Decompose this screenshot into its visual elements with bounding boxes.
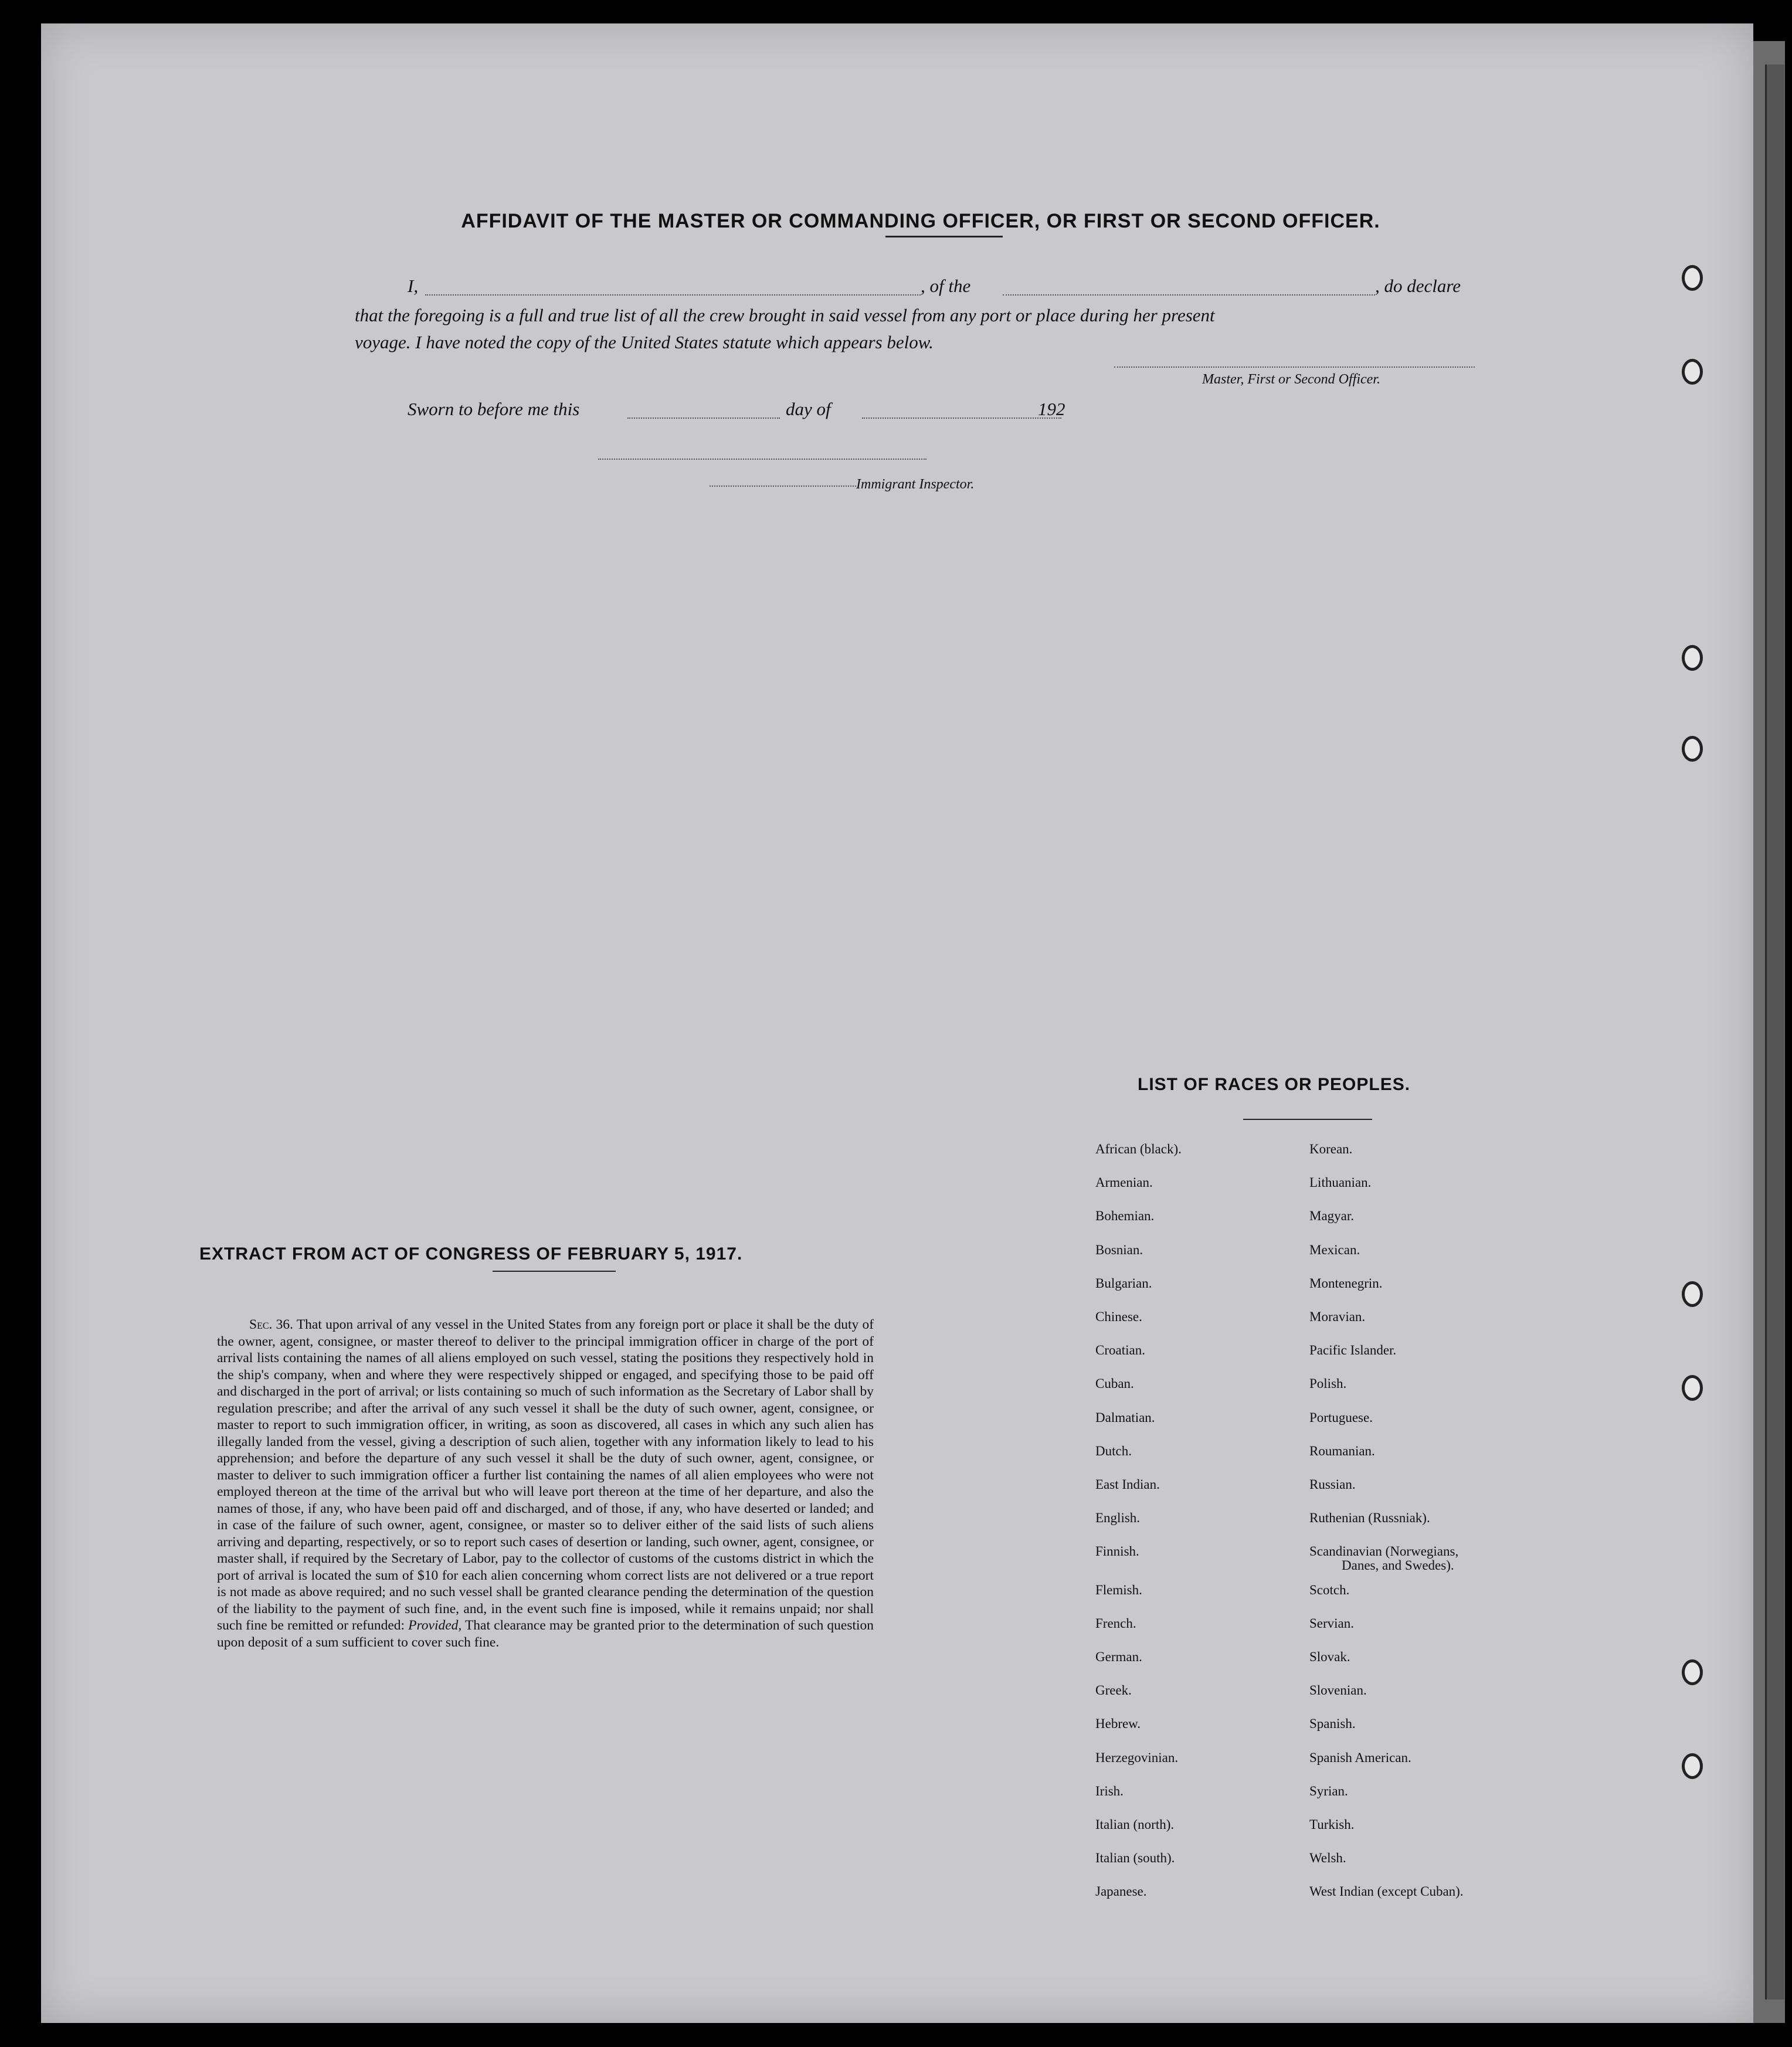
race-item: Spanish. bbox=[1309, 1716, 1356, 1732]
extract-text bbox=[217, 1316, 874, 1651]
race-item: West Indian (except Cuban). bbox=[1309, 1884, 1464, 1899]
race-item: Chinese. bbox=[1095, 1309, 1142, 1324]
race-item: Finnish. bbox=[1095, 1544, 1139, 1559]
section-text-a: That upon arrival of any vessel in the United States from any foreign port or place it shall be the duty of the owner, agent, consignee, or master thereof to deliver to the principal immigration officer in charge of the port of arrival lists containing the names of all aliens employed on such vessel, stating the positions they respectively hold in the ship's company, when and where they were respectively shipped or engaged, and specifying those to be paid off and discharged in the port of arrival; or lists containing so much of such information as the Secretary of Labor shall by regulation prescribe; and after the arrival of any such vessel it shall be the duty of such owner, agent, consignee, or master to report to such immigration officer, in writing, as soon as discovered, all cases in which any such alien has illegally landed from the vessel, giving a description of such alien, together with any information likely to lead to his apprehension; and before the departure of any such vessel it shall be the duty of such owner, agent, consignee, or master to deliver to such immigration officer a further list containing the names of all alien employees who were not employed thereon at the time of the arrival but who will leave port thereon at the time of her departure, and also the names of those, if any, who have been paid off and discharged, and of those, if any, who have deserted or landed; and in case of the failure of such owner, agent, consignee, or master so to deliver either of the said lists of such aliens arriving and departing, respectively, or so to report such cases of desertion or landing, such owner, agent, consignee, or master shall, if required by the Secretary of Labor, pay to the collector of customs of the customs district in which the port of arrival is located the sum of $10 for each alien concerning whom correct lists are not delivered or a true report is not made as above required; and no such vessel shall be granted clearance pending the determination of the question of the liability to the payment of such fine, and, in the event such fine is imposed, while it remains unpaid; nor shall such fine be remitted or refunded: bbox=[217, 1317, 874, 1633]
punch-hole-icon bbox=[1682, 736, 1703, 762]
race-item: Spanish American. bbox=[1309, 1750, 1411, 1765]
race-item: Polish. bbox=[1309, 1376, 1347, 1391]
affidavit-line-1-i: I, bbox=[408, 276, 419, 296]
title-rule bbox=[885, 236, 1003, 237]
race-item: East Indian. bbox=[1095, 1477, 1160, 1492]
race-item: Portuguese. bbox=[1309, 1410, 1373, 1425]
punch-hole-icon bbox=[1682, 359, 1703, 385]
affidavit-line-1-declare: , do declare bbox=[1375, 276, 1461, 296]
race-item: Armenian. bbox=[1095, 1175, 1153, 1190]
race-item: English. bbox=[1095, 1510, 1141, 1526]
punch-hole-icon bbox=[1682, 1375, 1703, 1401]
day-blank[interactable] bbox=[627, 417, 780, 419]
race-item: French. bbox=[1095, 1615, 1136, 1631]
race-item: Scandinavian (Norwegians, bbox=[1309, 1544, 1459, 1559]
extract-title-rule bbox=[493, 1271, 616, 1272]
day-of-label: day of bbox=[786, 399, 831, 419]
race-item: Croatian. bbox=[1095, 1343, 1145, 1358]
race-item: Roumanian. bbox=[1309, 1443, 1375, 1458]
race-item: Slovak. bbox=[1309, 1649, 1350, 1664]
races-title: LIST OF RACES OR PEOPLES. bbox=[1138, 1075, 1411, 1094]
document-page bbox=[41, 23, 1753, 2023]
affidavit-line-3: voyage. I have noted the copy of the United States statute which appears below. bbox=[355, 332, 934, 352]
punch-hole-icon bbox=[1682, 645, 1703, 671]
race-item: Slovenian. bbox=[1309, 1683, 1367, 1698]
vessel-blank[interactable] bbox=[1003, 294, 1375, 296]
race-scandinavian-continuation: Danes, and Swedes). bbox=[1342, 1558, 1454, 1573]
race-item: Hebrew. bbox=[1095, 1716, 1141, 1732]
race-item: Lithuanian. bbox=[1309, 1175, 1372, 1190]
signature-blank[interactable] bbox=[1114, 366, 1475, 368]
race-item: African (black). bbox=[1095, 1142, 1182, 1156]
race-item: Moravian. bbox=[1309, 1309, 1366, 1324]
extract-title: EXTRACT FROM ACT OF CONGRESS OF FEBRUARY 5, 1917. bbox=[199, 1244, 743, 1264]
race-item: Welsh. bbox=[1309, 1851, 1346, 1866]
name-blank[interactable] bbox=[425, 294, 921, 296]
race-item: Montenegrin. bbox=[1309, 1275, 1383, 1291]
signature-label: Master, First or Second Officer. bbox=[1202, 372, 1380, 387]
affidavit-line-1-of-the: , of the bbox=[921, 276, 971, 296]
race-item: Magyar. bbox=[1309, 1208, 1355, 1224]
race-item: Russian. bbox=[1309, 1477, 1356, 1492]
race-item: Bohemian. bbox=[1095, 1208, 1155, 1224]
race-item: Dalmatian. bbox=[1095, 1410, 1155, 1425]
affidavit-line-2: that the foregoing is a full and true list of all the crew brought in said vessel from any port or place during her present bbox=[355, 305, 1215, 325]
race-item: Mexican. bbox=[1309, 1242, 1360, 1257]
race-item: Servian. bbox=[1309, 1615, 1355, 1631]
provided-word: Provided, bbox=[408, 1618, 462, 1633]
inspector-signature-blank[interactable] bbox=[598, 459, 926, 460]
section-text-b: That clearance may be granted prior to the determination of such question upon deposit of a sum sufficient to cover such fine. bbox=[217, 1618, 874, 1650]
race-item: Cuban. bbox=[1095, 1376, 1134, 1391]
race-item: Pacific Islander. bbox=[1309, 1343, 1397, 1358]
section-label: Sec. 36. bbox=[249, 1317, 293, 1332]
sworn-label: Sworn to before me this bbox=[408, 399, 580, 419]
race-item: Italian (south). bbox=[1095, 1851, 1175, 1866]
race-item: Ruthenian (Russniak). bbox=[1309, 1510, 1430, 1526]
race-item: Flemish. bbox=[1095, 1582, 1142, 1597]
underlying-sheet-edge-2 bbox=[1765, 65, 1784, 2000]
inspector-name-blank[interactable] bbox=[710, 486, 856, 487]
inspector-label: Immigrant Inspector. bbox=[856, 477, 975, 492]
race-item: Greek. bbox=[1095, 1683, 1132, 1698]
races-title-rule bbox=[1243, 1119, 1372, 1120]
month-blank[interactable] bbox=[862, 417, 1061, 419]
race-item: Korean. bbox=[1309, 1142, 1353, 1156]
race-item: Syrian. bbox=[1309, 1783, 1348, 1798]
race-item: Herzegovinian. bbox=[1095, 1750, 1179, 1765]
punch-hole-icon bbox=[1682, 1281, 1703, 1307]
race-item: Turkish. bbox=[1309, 1817, 1355, 1832]
race-item: Bulgarian. bbox=[1095, 1275, 1152, 1291]
race-item: German. bbox=[1095, 1649, 1142, 1664]
race-item: Japanese. bbox=[1095, 1884, 1147, 1899]
year-label: 192 bbox=[1038, 399, 1065, 419]
race-item: Bosnian. bbox=[1095, 1242, 1143, 1257]
race-item: Italian (north). bbox=[1095, 1817, 1175, 1832]
punch-hole-icon bbox=[1682, 1753, 1703, 1779]
affidavit-title: AFFIDAVIT OF THE MASTER OR COMMANDING OFFICER, OR FIRST OR SECOND OFFICER. bbox=[461, 210, 1380, 232]
race-item: Dutch. bbox=[1095, 1443, 1132, 1458]
punch-hole-icon bbox=[1682, 265, 1703, 291]
punch-hole-icon bbox=[1682, 1659, 1703, 1685]
race-item: Irish. bbox=[1095, 1783, 1124, 1798]
race-item: Scotch. bbox=[1309, 1582, 1350, 1597]
